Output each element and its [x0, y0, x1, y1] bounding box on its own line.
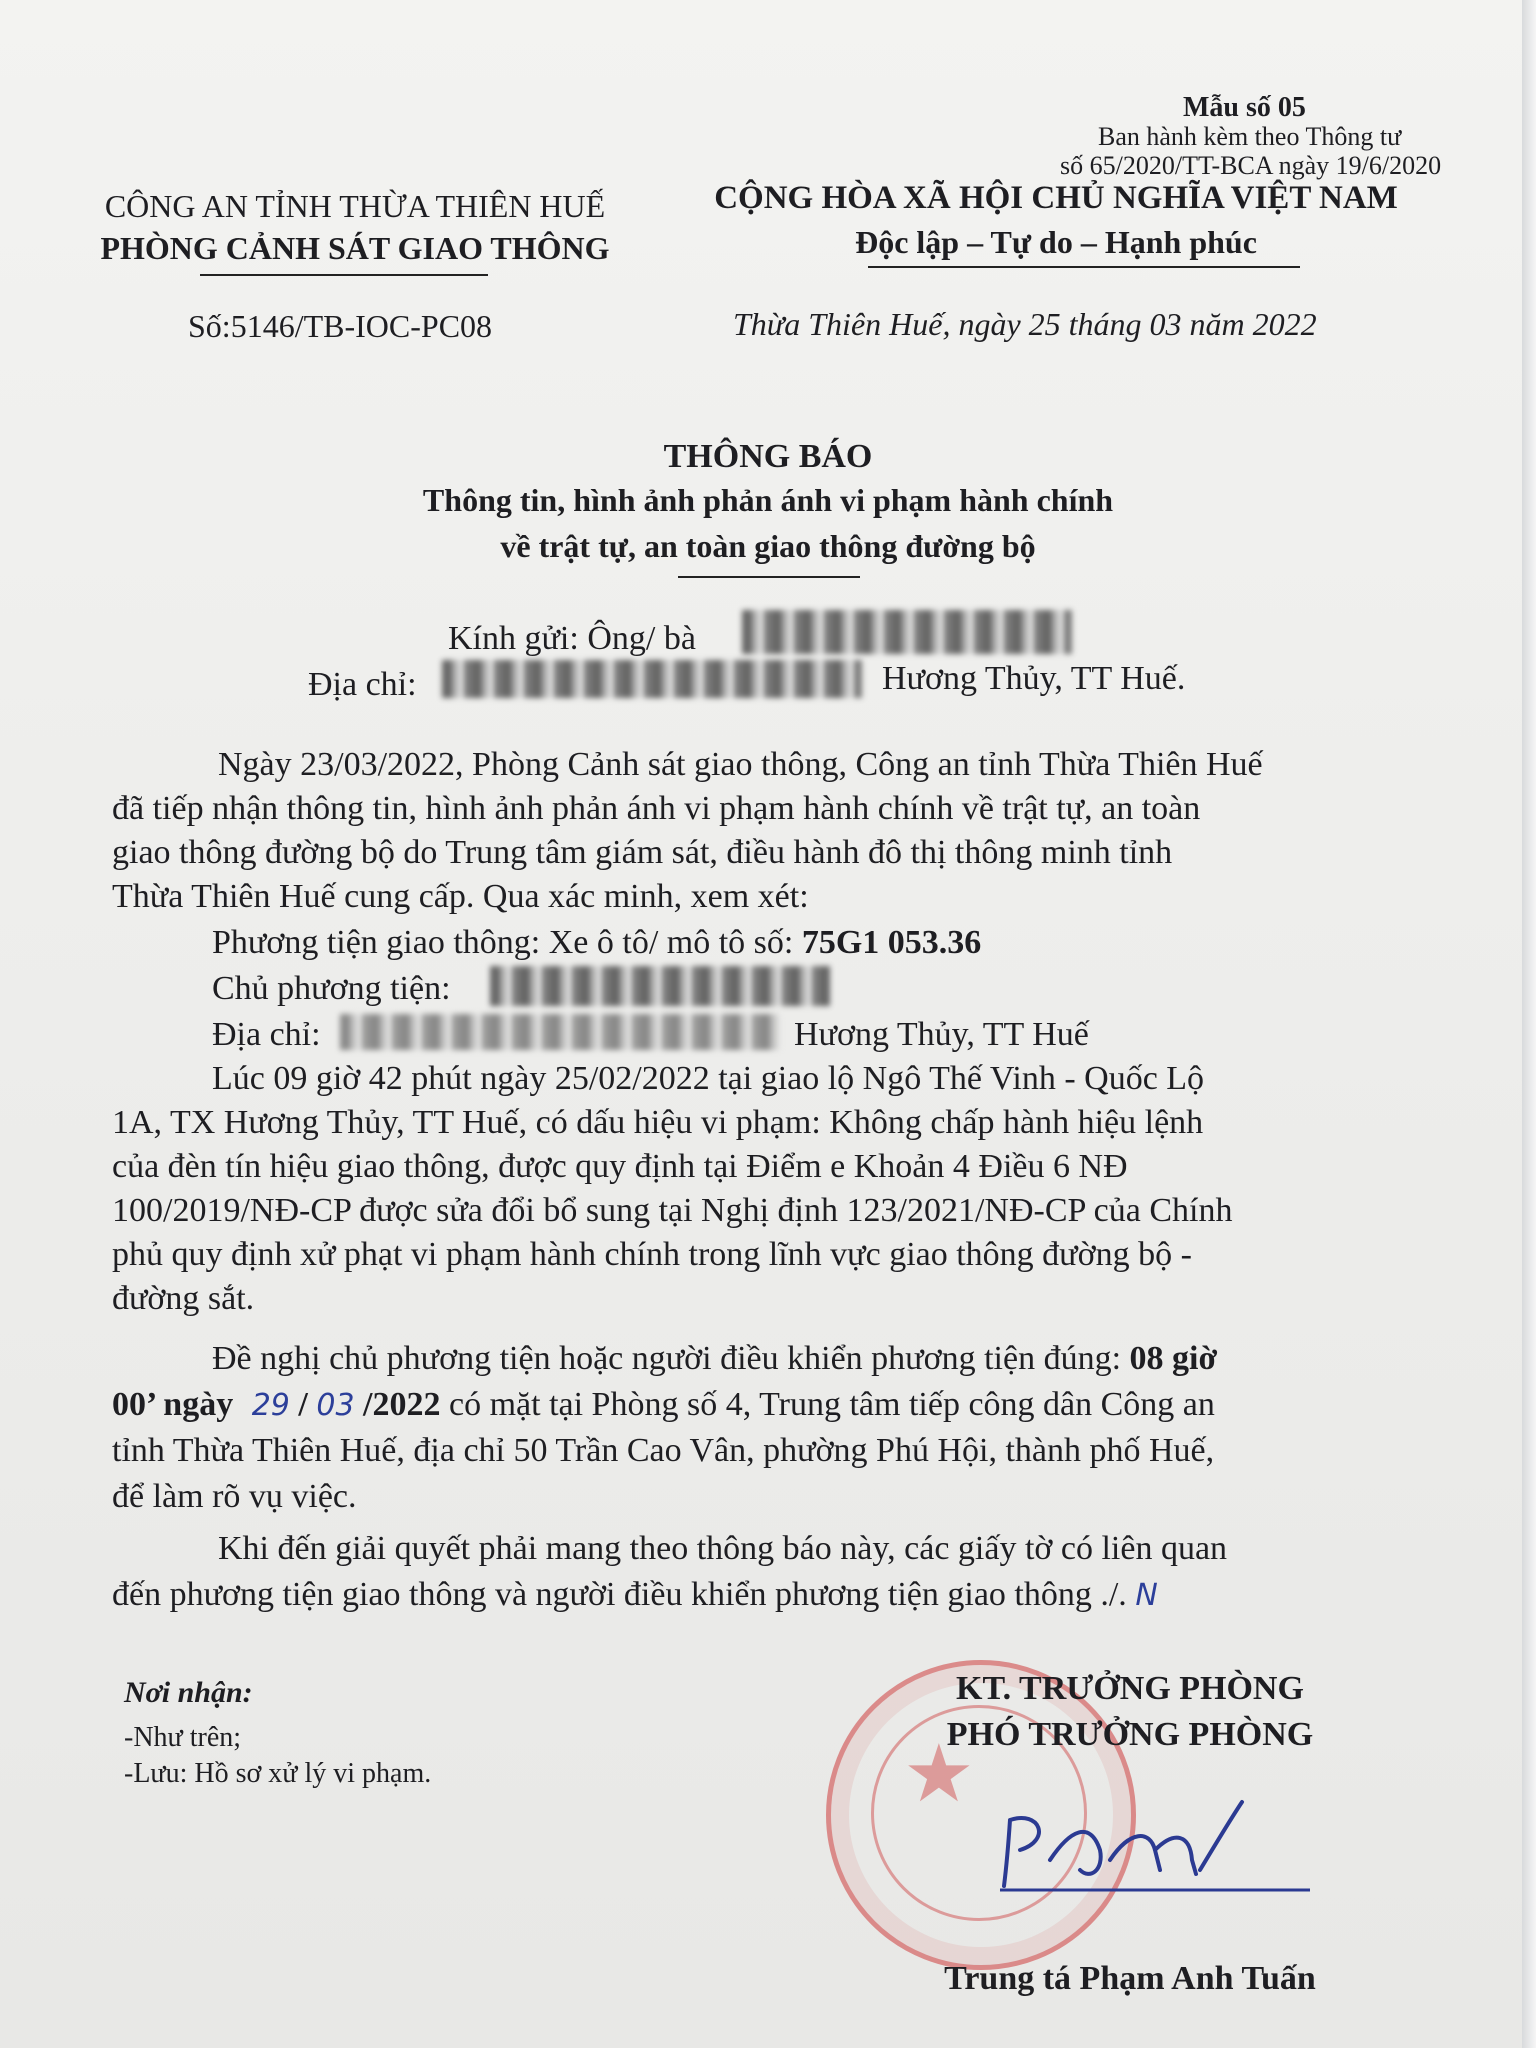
subtitle-underline [678, 576, 860, 578]
appointment-year: /2022 [363, 1386, 441, 1423]
handwritten-day: 29 [251, 1388, 290, 1423]
handwritten-month: 03 [316, 1388, 355, 1423]
signature-title-1: KT. TRƯỞNG PHÒNG [956, 1670, 1304, 1707]
appointment-minute: 00’ ngày [112, 1386, 234, 1423]
paragraph-2-line-4: 100/2019/NĐ-CP được sửa đổi bổ sung tại Nghị định 123/2021/NĐ-CP của Chính [112, 1192, 1233, 1229]
paragraph-2-line-1: Lúc 09 giờ 42 phút ngày 25/02/2022 tại giao lộ Ngô Thế Vinh - Quốc Lộ [212, 1060, 1205, 1097]
issuer-line-1: CÔNG AN TỈNH THỪA THIÊN HUẾ [104, 188, 606, 224]
handwritten-mark: N [1135, 1578, 1158, 1613]
paragraph-2-line-3: của đèn tín hiệu giao thông, được quy định tại Điểm e Khoản 4 Điều 6 NĐ [112, 1148, 1128, 1185]
paragraph-2-line-5: phủ quy định xử phạt vi phạm hành chính trong lĩnh vực giao thông đường bộ - [112, 1236, 1192, 1273]
paragraph-3-line-1-text: Đề nghị chủ phương tiện hoặc người điều khiển phương tiện đúng: [212, 1340, 1122, 1377]
signature-title-2: PHÓ TRƯỞNG PHÒNG [946, 1716, 1314, 1753]
form-issued-line-2: số 65/2020/TT-BCA ngày 19/6/2020 [1060, 151, 1442, 180]
paragraph-3-line-3: tỉnh Thừa Thiên Huế, địa chỉ 50 Trần Cao Vân, phường Phú Hội, thành phố Huế, [112, 1432, 1215, 1469]
vehicle-label-text: Phương tiện giao thông: Xe ô tô/ mô tô số: [212, 924, 794, 961]
issue-date: Thừa Thiên Huế, ngày 25 tháng 03 năm 2022 [733, 306, 1317, 342]
recipients-item-2: -Lưu: Hồ sơ xử lý vi phạm. [124, 1758, 432, 1789]
paragraph-4-line-2-text: đến phương tiện giao thông và người điều khiển phương tiện giao thông ./. [112, 1576, 1127, 1613]
form-issued-line-1: Ban hành kèm theo Thông tư [1098, 122, 1402, 151]
recipients-title: Nơi nhận: [124, 1676, 253, 1709]
recipient-address-tail: Hương Thủy, TT Huế. [882, 660, 1186, 697]
signer-name: Trung tá Phạm Anh Tuấn [944, 1960, 1316, 1997]
paragraph-3-line-2 [112, 1386, 1215, 1424]
license-plate: 75G1 053.36 [801, 924, 982, 961]
owner-address-label: Địa chỉ: [212, 1016, 321, 1053]
paragraph-1-line-2: đã tiếp nhận thông tin, hình ảnh phản ánh vi phạm hành chính về trật tự, an toàn [112, 790, 1201, 827]
paragraph-3-line-1 [212, 1340, 1217, 1378]
national-motto: Độc lập – Tự do – Hạnh phúc [855, 224, 1257, 260]
recipient-label: Kính gửi: Ông/ bà [448, 620, 696, 657]
redacted-owner-address [340, 1014, 780, 1050]
recipient-address-label: Địa chỉ: [308, 666, 417, 703]
vehicle-label [212, 924, 981, 962]
paper-edge [1522, 0, 1536, 2048]
paragraph-2-line-2: 1A, TX Hương Thủy, TT Huế, có dấu hiệu vi phạm: Không chấp hành hiệu lệnh [112, 1104, 1204, 1141]
form-number: Mẫu số 05 [1183, 92, 1306, 123]
date-separator: / [298, 1386, 308, 1423]
paragraph-4-line-1: Khi đến giải quyết phải mang theo thông báo này, các giấy tờ có liên quan [218, 1530, 1228, 1567]
handwritten-signature [980, 1790, 1310, 1900]
issuer-line-2: PHÒNG CẢNH SÁT GIAO THÔNG [100, 230, 610, 266]
owner-address-tail: Hương Thủy, TT Huế [794, 1016, 1089, 1053]
recipients-item-1: -Như trên; [124, 1722, 242, 1753]
national-title: CỘNG HÒA XÃ HỘI CHỦ NGHĨA VIỆT NAM [714, 180, 1398, 216]
owner-label: Chủ phương tiện: [212, 970, 451, 1007]
paragraph-1-line-4: Thừa Thiên Huế cung cấp. Qua xác minh, xem xét: [112, 878, 809, 915]
paragraph-3-line-2-text: có mặt tại Phòng số 4, Trung tâm tiếp công dân Công an [449, 1386, 1215, 1423]
redacted-recipient-address [442, 660, 862, 698]
appointment-hour: 08 giờ [1129, 1340, 1218, 1377]
redacted-owner-name [490, 966, 830, 1006]
paragraph-3-line-4: để làm rõ vụ việc. [112, 1478, 357, 1515]
document-number: Số:5146/TB-IOC-PC08 [188, 308, 493, 344]
paragraph-2-line-6: đường sắt. [112, 1280, 255, 1317]
motto-underline [868, 266, 1300, 268]
issuer-underline [200, 274, 488, 276]
seal-star-icon: ★ [903, 1731, 975, 1819]
notice-title: THÔNG BÁO [663, 438, 873, 475]
paragraph-1-line-3: giao thông đường bộ do Trung tâm giám sát, điều hành đô thị thông minh tỉnh [112, 834, 1173, 871]
notice-subtitle-1: Thông tin, hình ảnh phản ánh vi phạm hành chính [422, 482, 1114, 518]
paragraph-1-line-1: Ngày 23/03/2022, Phòng Cảnh sát giao thông, Công an tỉnh Thừa Thiên Huế [218, 746, 1263, 783]
notice-subtitle-2: về trật tự, an toàn giao thông đường bộ [500, 528, 1036, 564]
redacted-recipient-name [742, 610, 1072, 654]
paragraph-4-line-2 [112, 1576, 1158, 1614]
